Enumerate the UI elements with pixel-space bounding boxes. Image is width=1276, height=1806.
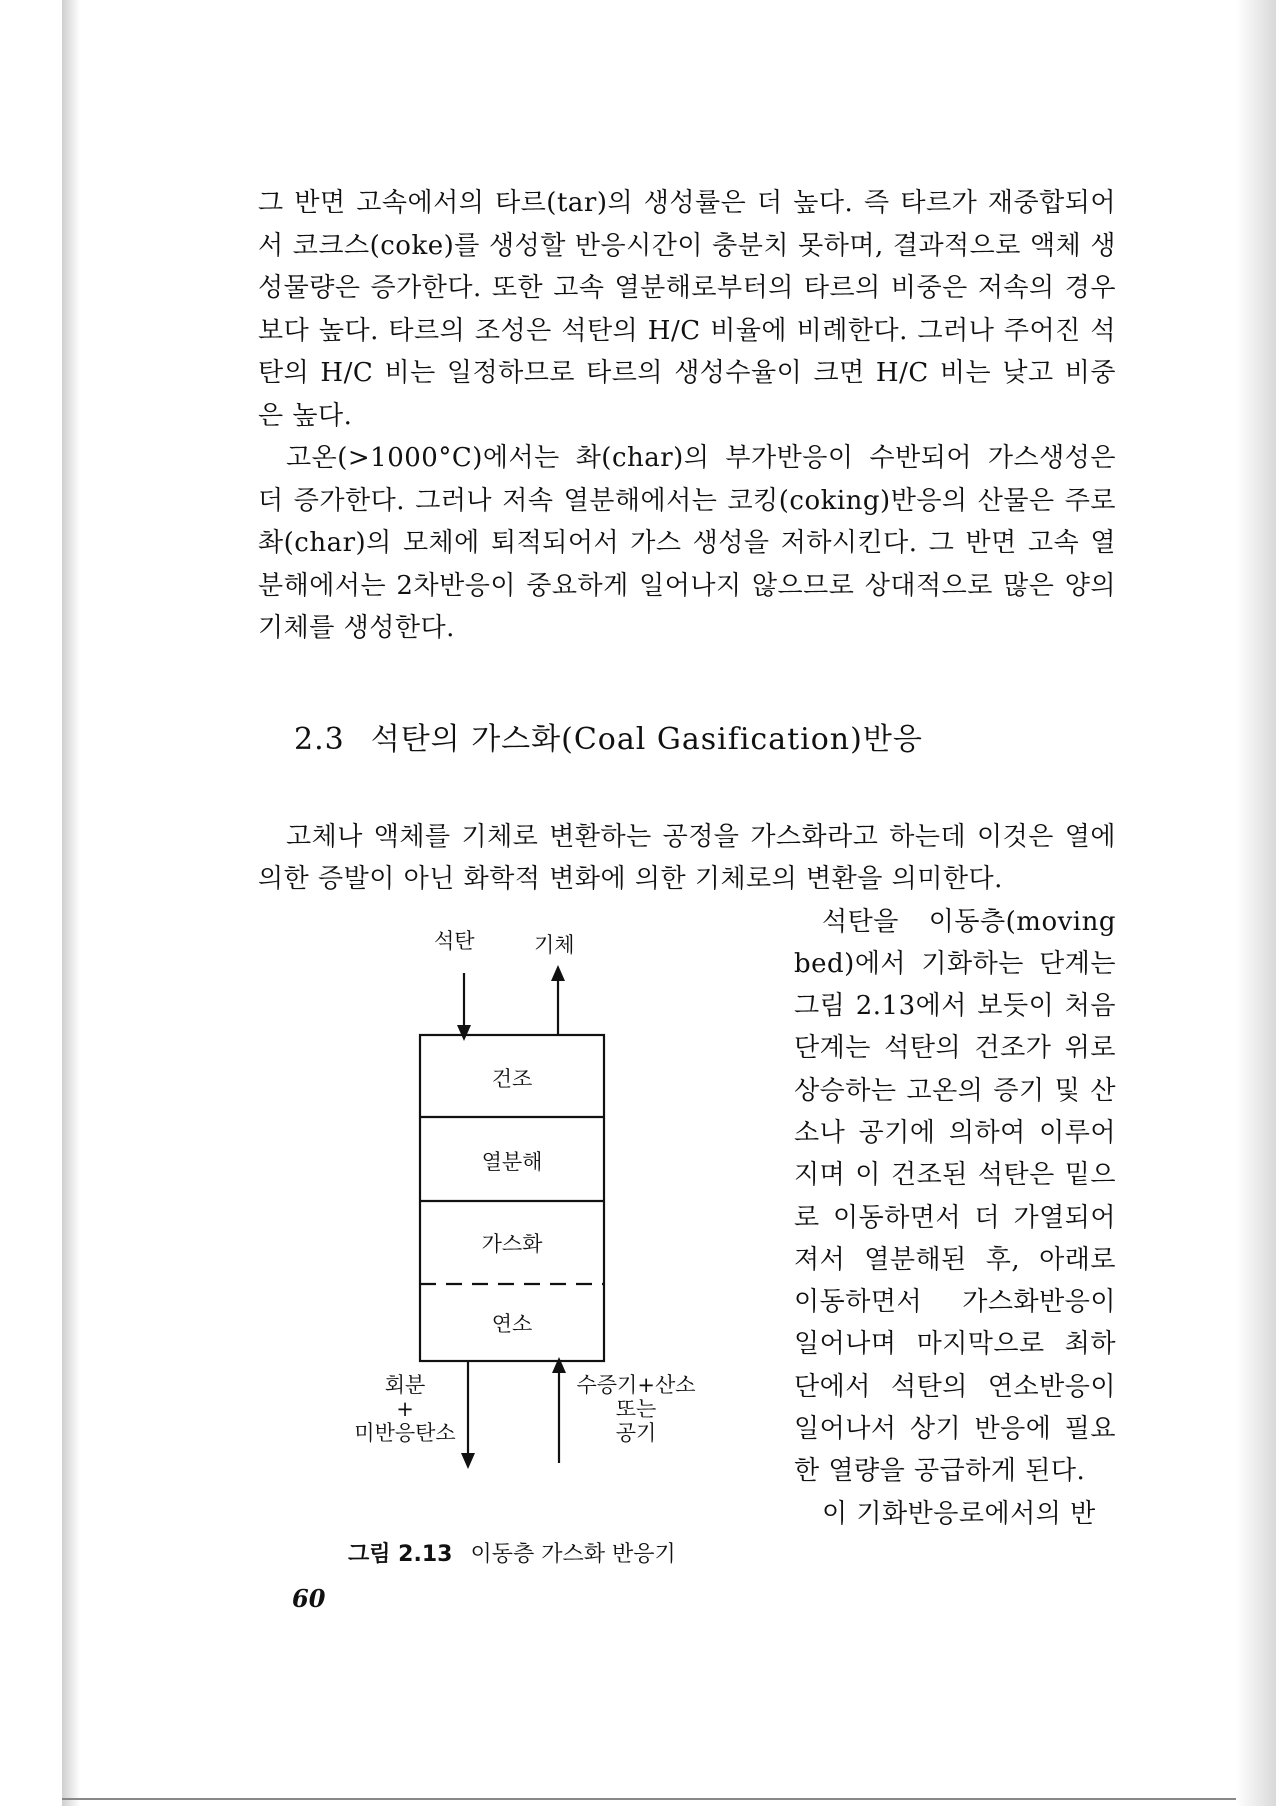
zone-pyrolysis: 열분해 <box>481 1149 543 1174</box>
section-heading <box>294 714 1116 758</box>
figure-area <box>258 901 1116 1567</box>
label-gas-out: 기체 <box>534 932 575 957</box>
paragraph-continuation: 이 기화반응로에서의 반 <box>822 1498 1096 1529</box>
paragraph-moving-bed: 석탄을 이동층(moving bed)에서 기화하는 단계는 그림 2.13에서 보듯이 처음 단계는 석탄의 건조가 위로 상승하는 고온의 증기 및 산소나 공기에 의하여 이루어지며 이 건조된 석탄은 밑으로 이동하면서 더 가열되어져서 열분해된 후, 아래로 이동하면서 가스화반응이 일어나며 마지막으로 최하단에서 석탄의 연소반응이 일어나서 상기 반응에 필요한 열량을 공급하게 된다. <box>794 906 1116 1487</box>
gas-arrowhead <box>551 965 565 981</box>
section-title: 석탄의 가스화(Coal Gasification)반응 <box>370 721 923 757</box>
feed-arrowhead <box>552 1357 566 1373</box>
label-or: 또는 <box>615 1396 657 1421</box>
label-air: 공기 <box>615 1420 657 1445</box>
label-ash-output <box>350 1373 460 1445</box>
figure-caption-number: 그림 2.13 <box>348 1541 453 1567</box>
page-edge-shadow <box>1236 0 1276 1806</box>
figure-caption <box>348 1537 676 1568</box>
zone-combustion: 연소 <box>491 1311 533 1336</box>
label-ash: 회분 <box>384 1372 426 1397</box>
zone-gasification: 가스화 <box>481 1231 543 1256</box>
paragraph-gasification-definition: 고체나 액체를 기체로 변환하는 공정을 가스화라고 하는데 이것은 열에 의한 증발이 아닌 화학적 변화에 의한 기체로의 변환을 의미한다. <box>258 821 1116 894</box>
gasifier-diagram <box>258 901 784 1521</box>
side-text-column <box>794 901 1116 1535</box>
label-plus: + <box>396 1396 414 1421</box>
page-binding-shade <box>62 0 80 1806</box>
paragraph-high-temperature: 고온(>1000°C)에서는 촤(char)의 부가반응이 수반되어 가스생성은 더 증가한다. 그러나 저속 열분해에서는 코킹(coking)반응의 산물은 주로 촤(char)의 모체에 퇴적되어서 가스 생성을 저하시킨다. 그 반면 고속 열분해에서는 2차반응이 중요하게 일어나지 않으므로 상대적으로 많은 양의 기체를 생성한다. <box>258 443 1116 643</box>
figure-caption-text: 이동층 가스화 반응기 <box>470 1541 676 1567</box>
paragraph-tar-yield: 그 반면 고속에서의 타르(tar)의 생성률은 더 높다. 즉 타르가 재중합되어서 코크스(coke)를 생성할 반응시간이 충분치 못하며, 결과적으로 액체 생성물량은 증가한다. 또한 고속 열분해로부터의 타르의 비중은 저속의 경우보다 높다. 타르의 조성은 석탄의 H/C 비율에 비례한다. 그러나 주어진 석탄의 H/C 비는 일정하므로 타르의 생성수율이 크면 H/C 비는 낮고 비중은 높다. <box>258 188 1116 431</box>
label-unreacted-carbon: 미반응탄소 <box>354 1420 456 1445</box>
figure-moving-bed-gasifier <box>258 901 784 1567</box>
label-feed-input <box>568 1373 704 1445</box>
page-number: 60 <box>292 1584 326 1613</box>
page-bottom-edge <box>62 1798 1236 1800</box>
label-steam-oxygen: 수증기+산소 <box>576 1372 696 1397</box>
page-content <box>258 182 1116 1567</box>
zone-drying: 건조 <box>491 1066 533 1091</box>
ash-arrowhead <box>461 1453 475 1469</box>
label-coal-in: 석탄 <box>434 928 475 953</box>
coal-arrowhead <box>457 1025 471 1041</box>
section-number: 2.3 <box>294 721 345 757</box>
